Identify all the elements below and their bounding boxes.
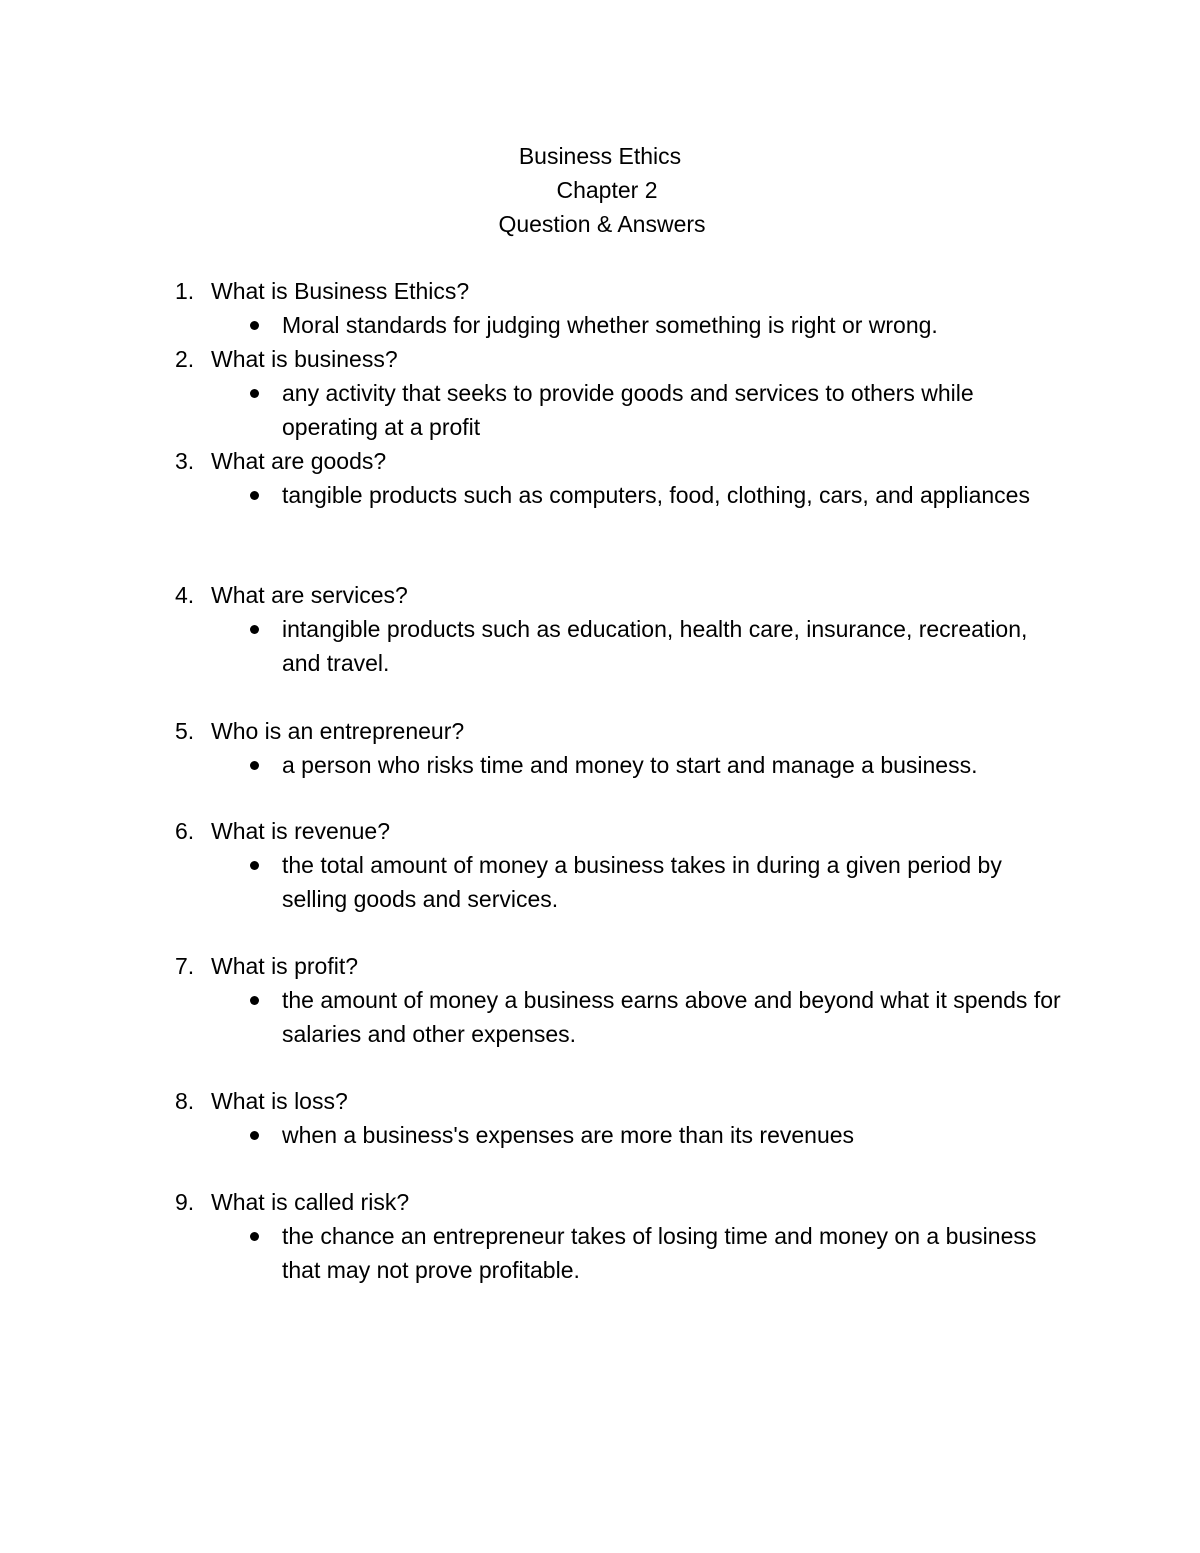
question-number: 4. <box>175 582 195 608</box>
answer-row <box>0 748 1200 782</box>
answer-text: the total amount of money a business takes in during a given period by selling goods and services. <box>282 852 1002 912</box>
answer-text: intangible products such as education, health care, insurance, recreation, and travel. <box>282 616 1028 676</box>
qa-item-1 <box>0 274 1200 342</box>
question-row <box>0 949 1200 983</box>
answer-text: a person who risks time and money to start and manage a business. <box>282 752 978 778</box>
question-row <box>0 1185 1200 1219</box>
qa-item-8 <box>0 1084 1200 1152</box>
bullet-icon <box>250 761 259 770</box>
answer-row <box>0 478 1200 512</box>
answer-text: when a business's expenses are more than its revenues <box>282 1122 855 1148</box>
answer-row <box>0 612 1200 680</box>
answer-text: Moral standards for judging whether something is right or wrong. <box>282 312 938 338</box>
question-number: 1. <box>175 278 195 304</box>
answer-text: any activity that seeks to provide goods and services to others while operating at a profit <box>282 380 974 440</box>
answer-text: tangible products such as computers, food, clothing, cars, and appliances <box>282 482 1030 508</box>
question-number: 3. <box>175 448 195 474</box>
bullet-icon <box>250 389 259 398</box>
question-number: 8. <box>175 1088 195 1114</box>
chapter-label: Chapter 2 <box>556 177 658 203</box>
question-text: What are goods? <box>211 448 387 474</box>
qa-item-7 <box>0 949 1200 1051</box>
question-number: 6. <box>175 818 195 844</box>
question-text: What is profit? <box>211 953 358 979</box>
qa-item-4 <box>0 578 1200 680</box>
answer-text: the amount of money a business earns above and beyond what it spends for salaries and other expenses. <box>282 987 1061 1047</box>
bullet-icon <box>250 1131 259 1140</box>
question-row <box>0 714 1200 748</box>
bullet-icon <box>250 1232 259 1241</box>
question-row <box>0 342 1200 376</box>
question-row <box>0 444 1200 478</box>
question-row <box>0 274 1200 308</box>
bullet-icon <box>250 996 259 1005</box>
question-text: What is Business Ethics? <box>211 278 470 304</box>
question-text: What is revenue? <box>211 818 390 844</box>
bullet-icon <box>250 625 259 634</box>
question-text: What are services? <box>211 582 408 608</box>
answer-row <box>0 308 1200 342</box>
question-number: 2. <box>175 346 195 372</box>
question-text: What is business? <box>211 346 398 372</box>
question-text: Who is an entrepreneur? <box>211 718 465 744</box>
qa-item-2 <box>0 342 1200 444</box>
question-number: 9. <box>175 1189 195 1215</box>
document-header <box>0 139 1200 241</box>
question-row <box>0 1084 1200 1118</box>
bullet-icon <box>250 861 259 870</box>
question-row <box>0 814 1200 848</box>
answer-row <box>0 1219 1200 1287</box>
answer-row <box>0 983 1200 1051</box>
question-number: 7. <box>175 953 195 979</box>
question-number: 5. <box>175 718 195 744</box>
question-row <box>0 578 1200 612</box>
document-subtitle: Question & Answers <box>498 211 706 237</box>
question-text: What is called risk? <box>211 1189 410 1215</box>
answer-row <box>0 376 1200 444</box>
document-title: Business Ethics <box>518 143 682 169</box>
qa-item-5 <box>0 714 1200 782</box>
answer-row <box>0 1118 1200 1152</box>
qa-item-3 <box>0 444 1200 512</box>
answer-text: the chance an entrepreneur takes of losing time and money on a business that may not prove profitable. <box>282 1223 1037 1283</box>
qa-item-9 <box>0 1185 1200 1287</box>
qa-item-6 <box>0 814 1200 916</box>
question-text: What is loss? <box>211 1088 348 1114</box>
bullet-icon <box>250 321 259 330</box>
answer-row <box>0 848 1200 916</box>
bullet-icon <box>250 491 259 500</box>
